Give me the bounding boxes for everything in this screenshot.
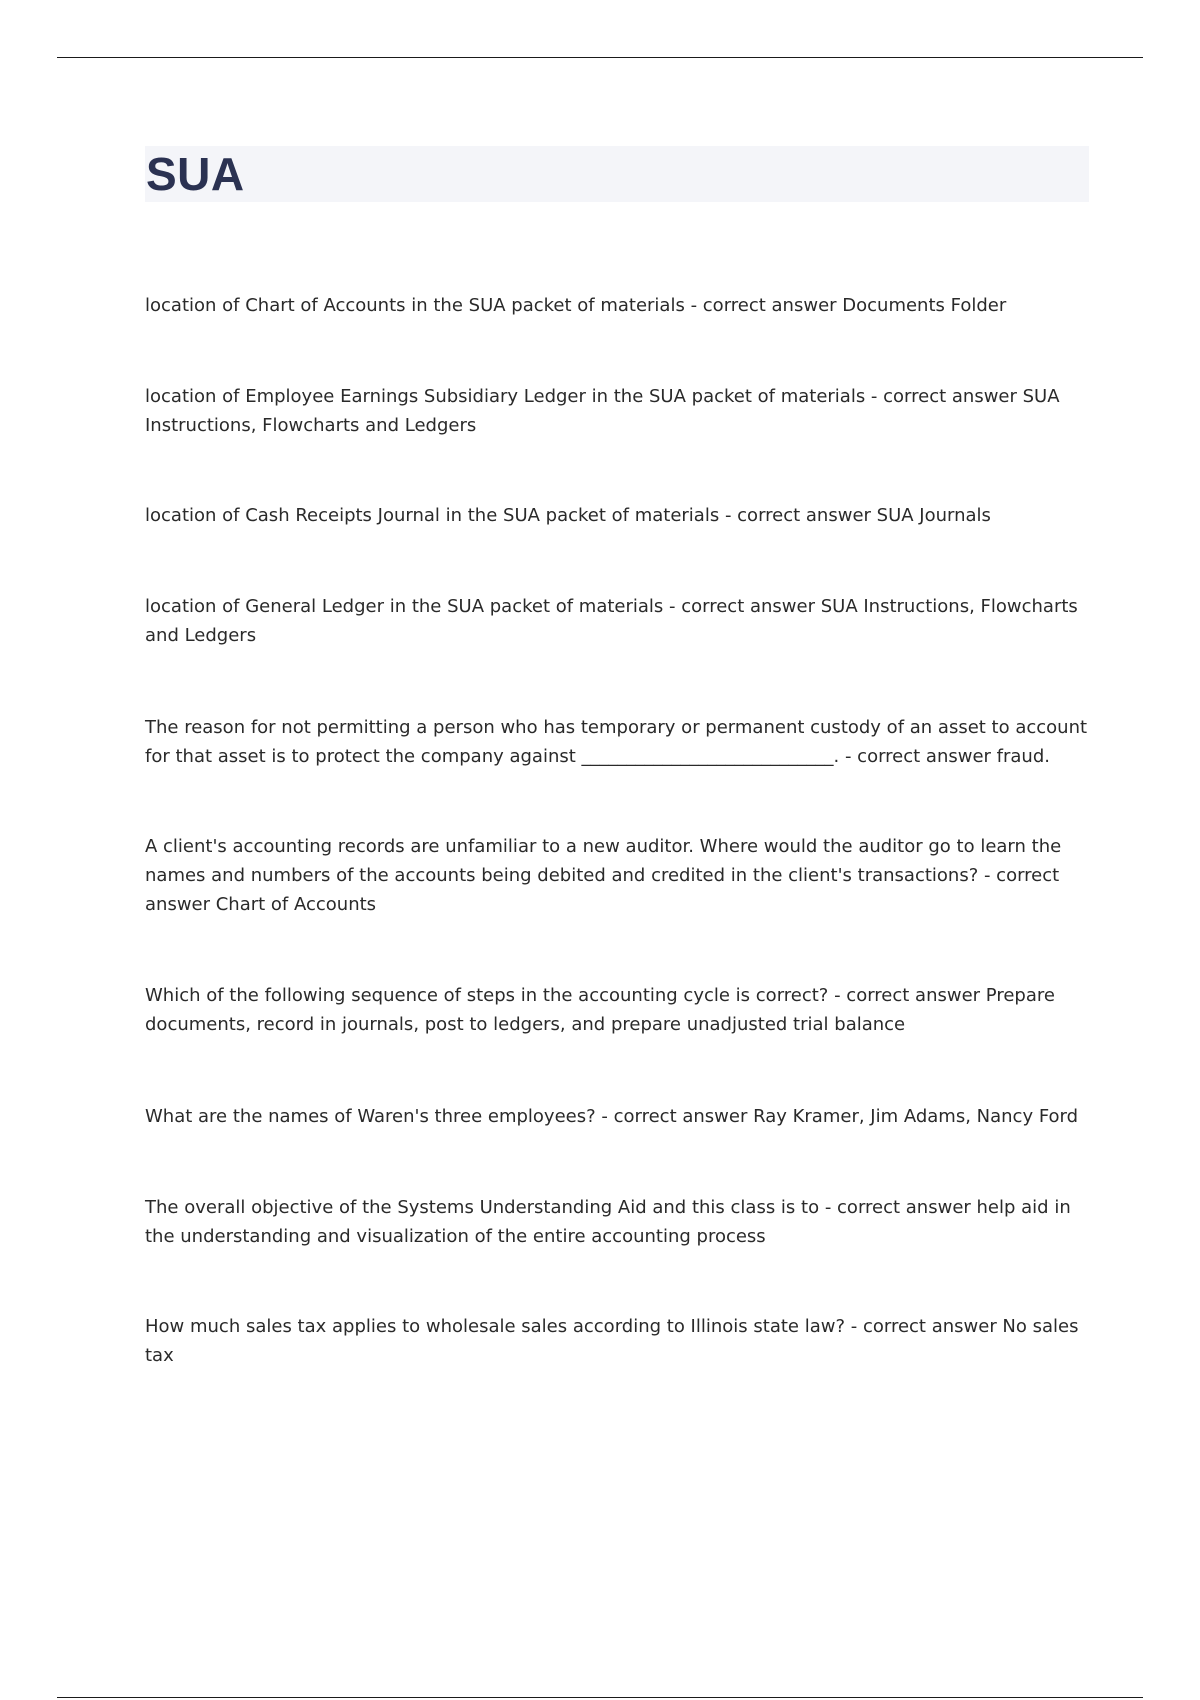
title-band <box>145 146 1089 202</box>
top-divider <box>57 57 1143 58</box>
qa-item: The reason for not permitting a person who has temporary or permanent custody of an asset to account for that asset is to protect the company against ____________________________. - correct answer fraud. <box>145 717 1088 767</box>
qa-item: location of Employee Earnings Subsidiary Ledger in the SUA packet of materials - correct answer SUA Instructions, Flowcharts and Ledgers <box>145 386 1060 436</box>
bottom-divider <box>57 1697 1143 1698</box>
qa-item: location of Cash Receipts Journal in the SUA packet of materials - correct answer SUA Journals <box>145 505 991 526</box>
qa-item: location of General Ledger in the SUA packet of materials - correct answer SUA Instructions, Flowcharts and Ledgers <box>145 596 1078 646</box>
qa-item: Which of the following sequence of steps in the accounting cycle is correct? - correct answer Prepare documents, record in journals, post to ledgers, and prepare unadjusted trial balance <box>145 985 1055 1035</box>
qa-item: location of Chart of Accounts in the SUA packet of materials - correct answer Documents Folder <box>145 295 1007 316</box>
qa-item: The overall objective of the Systems Understanding Aid and this class is to - correct answer help aid in the understanding and visualization of the entire accounting process <box>145 1197 1071 1247</box>
document-title: SUA <box>146 148 245 200</box>
qa-item: What are the names of Waren's three employees? - correct answer Ray Kramer, Jim Adams, Nancy Ford <box>145 1106 1079 1127</box>
qa-item: How much sales tax applies to wholesale sales according to Illinois state law? - correct answer No sales tax <box>145 1316 1079 1366</box>
qa-item: A client's accounting records are unfamiliar to a new auditor. Where would the auditor go to learn the names and numbers of the accounts being debited and credited in the client's transactions? - correct answer Chart of Accounts <box>145 836 1062 915</box>
